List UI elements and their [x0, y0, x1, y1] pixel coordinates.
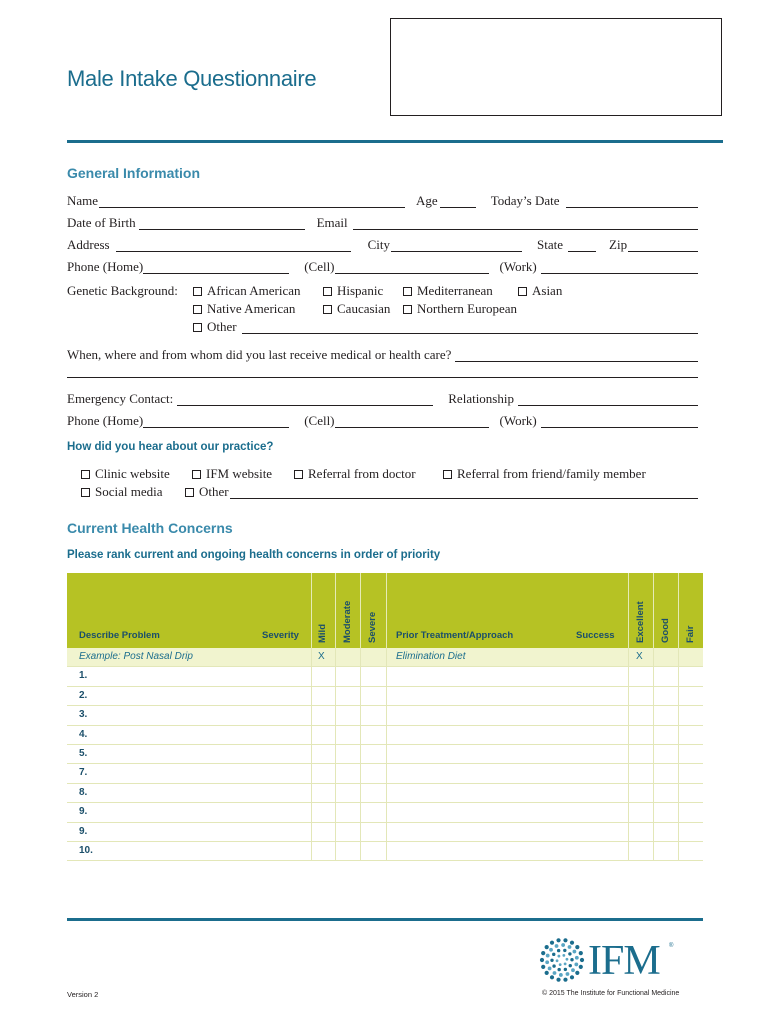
column-divider	[678, 648, 679, 861]
zip-field[interactable]	[628, 240, 698, 252]
logo-dot	[563, 938, 567, 942]
logo-dot	[545, 945, 549, 949]
relationship-label: Relationship	[448, 391, 514, 406]
logo-dot	[556, 938, 560, 942]
logo-dot	[562, 954, 565, 957]
header-divider	[653, 573, 654, 648]
checkbox[interactable]	[323, 305, 332, 314]
email-field[interactable]	[353, 218, 698, 230]
logo-dot	[580, 958, 584, 962]
cell-label: (Cell)	[304, 259, 335, 274]
row-phone-2	[67, 410, 698, 428]
ifm-logo-icon	[538, 936, 586, 984]
column-divider	[360, 648, 361, 861]
logo-dot	[574, 963, 578, 967]
option-other-hear[interactable]	[185, 484, 698, 500]
relationship-field[interactable]	[518, 394, 698, 406]
header-divider	[628, 573, 629, 648]
emergency-label: Emergency Contact:	[67, 391, 174, 406]
header-fair: Fair	[685, 625, 696, 643]
checkbox[interactable]	[323, 287, 332, 296]
option-label: Social media	[95, 484, 163, 499]
logo-dot	[559, 973, 563, 977]
column-divider	[386, 648, 387, 861]
option-social-media[interactable]	[81, 484, 163, 500]
row-emergency	[67, 388, 698, 406]
work-field[interactable]	[541, 262, 698, 274]
logo-dot	[566, 972, 570, 976]
header-divider	[67, 140, 723, 143]
option-hispanic[interactable]	[323, 283, 383, 299]
row-number: 1.	[79, 670, 88, 682]
logo-dot	[575, 971, 579, 975]
column-divider	[311, 648, 312, 861]
logo-dot	[550, 959, 553, 962]
table-row[interactable]	[67, 726, 703, 745]
age-field[interactable]	[440, 196, 476, 208]
example-treatment: Elimination Diet	[396, 651, 466, 662]
option-label: Asian	[532, 283, 563, 298]
table-body	[67, 648, 703, 861]
table-row[interactable]	[67, 764, 703, 783]
row-number: 2.	[79, 689, 88, 701]
phone-home-label: Phone (Home)	[67, 259, 144, 274]
option-label: Other	[207, 319, 237, 334]
checkbox[interactable]	[193, 323, 202, 332]
dob-label: Date of Birth	[67, 215, 136, 230]
section-how-did-you-hear: How did you hear about our practice?	[67, 441, 274, 453]
option-mediterranean[interactable]	[403, 283, 493, 299]
option-referral-friend[interactable]	[443, 466, 646, 482]
header-severity: Severity	[262, 630, 299, 641]
option-label: Mediterranean	[417, 283, 493, 298]
logo-dot	[563, 949, 566, 952]
checkbox[interactable]	[193, 287, 202, 296]
row-number: 4.	[79, 728, 88, 740]
row-number: 7.	[79, 767, 88, 779]
cell-label: (Cell)	[304, 413, 335, 428]
logo-dot	[557, 955, 560, 958]
row-address	[67, 234, 698, 252]
logo-dot	[570, 975, 574, 979]
column-divider	[335, 648, 336, 861]
row-number: 5.	[79, 747, 88, 759]
medical-care-field[interactable]	[455, 350, 698, 362]
row-number: 10.	[79, 844, 93, 856]
logo-dot	[548, 967, 552, 971]
table-header	[67, 573, 703, 648]
logo-dot	[557, 968, 560, 971]
city-label: City	[367, 237, 391, 252]
logo-dot	[550, 975, 554, 979]
logo-dot	[540, 958, 544, 962]
header-mild: Mild	[317, 624, 328, 643]
table-row[interactable]	[67, 803, 703, 822]
registered-mark: ®	[669, 943, 674, 949]
option-clinic-website[interactable]	[81, 466, 170, 482]
option-label: Referral from friend/family member	[457, 466, 646, 481]
option-label: Caucasian	[337, 301, 391, 316]
ifm-logo-text: IFM	[588, 938, 660, 984]
phone-home-field[interactable]	[143, 262, 289, 274]
option-asian[interactable]	[518, 283, 562, 299]
option-label: Referral from doctor	[308, 466, 416, 481]
logo-dot	[553, 971, 557, 975]
city-field[interactable]	[391, 240, 522, 252]
cell-field[interactable]	[335, 262, 489, 274]
option-native-american[interactable]	[193, 301, 295, 317]
checkbox[interactable]	[294, 470, 303, 479]
header-divider	[311, 573, 312, 648]
header-divider	[678, 573, 679, 648]
option-caucasian[interactable]	[323, 301, 390, 317]
example-success-mark: X	[636, 651, 643, 662]
table-row[interactable]	[67, 842, 703, 861]
table-row[interactable]	[67, 784, 703, 803]
row-dob-email	[67, 212, 698, 230]
option-label: African American	[207, 283, 301, 298]
health-concerns-table	[67, 573, 703, 861]
option-label: Northern European	[417, 301, 517, 316]
example-problem: Example: Post Nasal Drip	[79, 651, 193, 662]
row-number: 9.	[79, 825, 88, 837]
name-label: Name	[67, 193, 99, 208]
table-row[interactable]	[67, 706, 703, 725]
option-label: Native American	[207, 301, 296, 316]
checkbox[interactable]	[403, 305, 412, 314]
logo-dot	[546, 954, 550, 958]
header-describe-problem: Describe Problem	[79, 630, 160, 641]
header-excellent: Excellent	[635, 601, 646, 643]
state-label: State	[537, 237, 564, 252]
logo-dot	[575, 956, 579, 960]
logo-dot	[550, 941, 554, 945]
work-label: (Work)	[499, 259, 537, 274]
logo-dot	[545, 971, 549, 975]
work-label: (Work)	[499, 413, 537, 428]
logo-dot	[561, 943, 565, 947]
option-african-american[interactable]	[193, 283, 300, 299]
stamp-box	[390, 18, 722, 116]
logo-dot	[541, 965, 545, 969]
logo-dot	[569, 964, 572, 967]
dob-field[interactable]	[139, 218, 305, 230]
version-text: Version 2	[67, 990, 99, 999]
checkbox[interactable]	[193, 305, 202, 314]
checkbox[interactable]	[192, 470, 201, 479]
row-phone-1	[67, 256, 698, 274]
header-prior-treatment: Prior Treatment/Approach	[396, 630, 514, 641]
page-title: Male Intake Questionnaire	[67, 66, 317, 91]
copyright-text: © 2015 The Institute for Functional Medicine	[542, 990, 680, 997]
other-genetic-field[interactable]	[242, 321, 698, 334]
checkbox[interactable]	[443, 470, 452, 479]
todays-date-field[interactable]	[566, 196, 698, 208]
logo-dot	[568, 952, 571, 955]
header-divider	[360, 573, 361, 648]
medical-care-field-line-2[interactable]	[67, 377, 698, 378]
table-row[interactable]	[67, 667, 703, 686]
footer-divider	[67, 918, 703, 921]
option-referral-doctor[interactable]	[294, 466, 416, 482]
age-label: Age	[416, 193, 438, 208]
state-field[interactable]	[568, 240, 596, 252]
table-row[interactable]	[67, 745, 703, 764]
logo-dot	[555, 944, 559, 948]
logo-dot	[557, 949, 560, 952]
logo-dot	[568, 945, 572, 949]
logo-dot	[566, 958, 569, 961]
option-label: Other	[199, 484, 229, 499]
checkbox[interactable]	[518, 287, 527, 296]
row-name-age-date	[67, 190, 698, 208]
section-current-health-concerns: Current Health Concerns	[67, 520, 233, 536]
email-label: Email	[316, 215, 348, 230]
header-success: Success	[576, 630, 615, 641]
phone-home-field[interactable]	[143, 416, 289, 428]
logo-dot	[579, 965, 583, 969]
header-severe: Severe	[367, 611, 378, 643]
logo-dot	[552, 964, 555, 967]
cell-field[interactable]	[335, 416, 489, 428]
logo-dot	[564, 963, 567, 966]
checkbox[interactable]	[185, 488, 194, 497]
example-severity-mark: X	[318, 651, 325, 662]
checkbox[interactable]	[81, 488, 90, 497]
logo-dot	[556, 959, 559, 962]
row-number: 9.	[79, 806, 88, 818]
address-field[interactable]	[116, 240, 351, 252]
emergency-field[interactable]	[177, 394, 433, 406]
logo-dot	[570, 941, 574, 945]
example-row	[67, 648, 703, 667]
other-hear-field[interactable]	[230, 486, 698, 499]
row-medical-care	[67, 344, 698, 362]
header-good: Good	[660, 618, 671, 643]
column-divider	[628, 648, 629, 861]
option-northern-european[interactable]	[403, 301, 517, 317]
logo-dot	[559, 963, 562, 966]
rank-instructions: Please rank current and ongoing health concerns in order of priority	[67, 549, 441, 561]
table-row[interactable]	[67, 823, 703, 842]
logo-dot	[579, 951, 583, 955]
option-label: Clinic website	[95, 466, 170, 481]
logo-dot	[570, 958, 573, 961]
row-number: 8.	[79, 786, 88, 798]
header-moderate: Moderate	[342, 600, 353, 643]
option-label: IFM website	[206, 466, 273, 481]
logo-dot	[545, 960, 549, 964]
genetic-label: Genetic Background:	[67, 283, 178, 298]
logo-dot	[541, 951, 545, 955]
row-number: 3.	[79, 709, 88, 721]
checkbox[interactable]	[403, 287, 412, 296]
logo-dot	[573, 950, 577, 954]
logo-dot	[571, 968, 575, 972]
option-other-genetic[interactable]	[193, 319, 698, 335]
logo-dot	[556, 978, 560, 982]
table-row[interactable]	[67, 687, 703, 706]
column-divider	[653, 648, 654, 861]
logo-dot	[563, 978, 567, 982]
logo-dot	[552, 953, 555, 956]
name-field[interactable]	[99, 196, 405, 208]
option-ifm-website[interactable]	[192, 466, 272, 482]
todays-date-label: Today’s Date	[490, 193, 560, 208]
zip-label: Zip	[609, 237, 628, 252]
logo-dot	[564, 968, 567, 971]
checkbox[interactable]	[81, 470, 90, 479]
address-label: Address	[67, 237, 110, 252]
medical-care-label: When, where and from whom did you last receive medical or health care?	[67, 347, 452, 362]
phone-home-label: Phone (Home)	[67, 413, 144, 428]
logo-dot	[575, 945, 579, 949]
section-general-information: General Information	[67, 165, 201, 181]
header-divider	[335, 573, 336, 648]
work-field[interactable]	[541, 416, 698, 428]
header-divider	[386, 573, 387, 648]
option-label: Hispanic	[337, 283, 384, 298]
logo-dot	[549, 948, 553, 952]
